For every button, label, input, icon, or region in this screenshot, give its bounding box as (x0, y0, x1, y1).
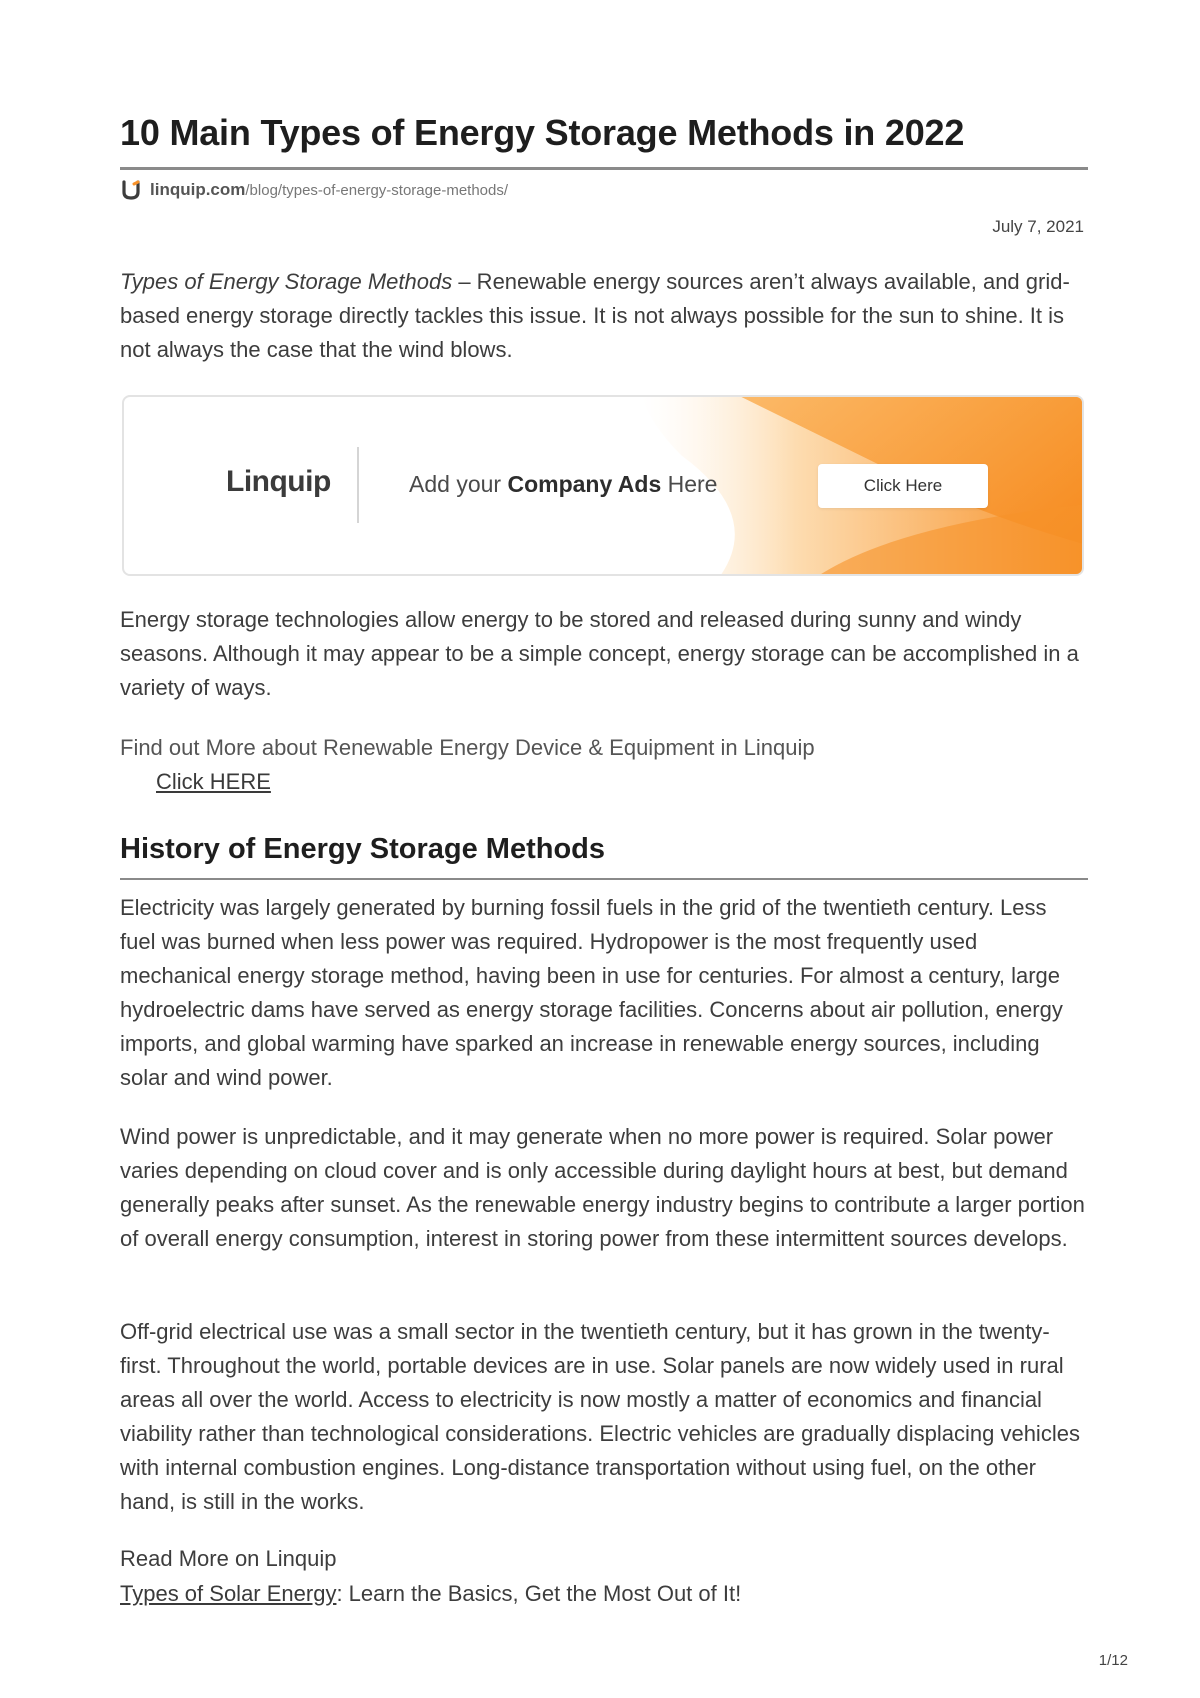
source-url[interactable] (120, 179, 508, 201)
publish-date: July 7, 2021 (992, 217, 1084, 236)
ad-click-here-button[interactable]: Click Here (818, 464, 988, 508)
linquip-logo-icon (120, 179, 142, 201)
intro-text: – Renewable energy sources aren’t always available, and grid-based energy storage directly tackles this issue. It is not always possible for the sun to shine. It is not always the case that the wind blows. (120, 269, 1070, 362)
history-heading: History of Energy Storage Methods (120, 833, 606, 865)
history-divider (120, 878, 1088, 880)
intro-emphasis: Types of Energy Storage Methods (120, 269, 453, 294)
history-paragraph-1: Electricity was largely generated by burning fossil fuels in the grid of the twentieth century. Less fuel was burned when less power was required. Hydropower is the most frequently used mechanical energy storage method, having been in use for centuries. For almost a century, large hydroelectric dams have served as energy storage facilities. Concerns about air pollution, energy imports, and global warming have sparked an increase in renewable energy sources, including solar and wind power. (120, 895, 1063, 1090)
storage-paragraph: Energy storage technologies allow energy to be stored and released during sunny and windy seasons. Although it may appear to be a simple concept, energy storage can be accomplished in a variety of ways. (120, 607, 1079, 700)
ad-logo: Linquip (226, 465, 331, 498)
source-path[interactable]: /blog/types-of-energy-storage-methods/ (245, 181, 509, 199)
article-title: 10 Main Types of Energy Storage Methods in 2022 (120, 112, 965, 153)
ad-divider (357, 447, 359, 523)
ad-text: Add your Company Ads Here (409, 471, 718, 497)
page-number: 1/12 (1098, 1652, 1128, 1669)
ad-banner[interactable] (122, 395, 1084, 576)
read-more-text: Read More on Linquip (120, 1546, 337, 1571)
solar-energy-line: Types of Solar Energy: Learn the Basics, Get the Most Out of It! (120, 1581, 742, 1606)
history-paragraph-2: Wind power is unpredictable, and it may generate when no more power is required. Solar power varies depending on cloud cover and is only accessible during daylight hours at best, but demand generally peaks after sunset. As the renewable energy industry begins to contribute a larger portion of overall energy consumption, interest in storing power from these intermittent sources develops. (120, 1124, 1085, 1251)
find-more-text: Find out More about Renewable Energy Device & Equipment in Linquip (120, 735, 815, 760)
history-paragraph-3: Off-grid electrical use was a small sector in the twentieth century, but it has grown in the twenty-first. Throughout the world, portable devices are in use. Solar panels are now widely used in rural areas all over the world. Access to electricity is now mostly a matter of economics and financial viability rather than technological considerations. Electric vehicles are gradually displacing vehicles with internal combustion engines. Long-distance transportation without using fuel, on the other hand, is still in the works. (120, 1319, 1080, 1514)
title-divider (120, 167, 1088, 170)
solar-energy-link[interactable]: Types of Solar Energy (120, 1581, 337, 1606)
source-domain[interactable]: linquip.com (150, 180, 246, 199)
click-here-link[interactable]: Click HERE (156, 769, 271, 794)
intro-paragraph (120, 265, 1088, 367)
